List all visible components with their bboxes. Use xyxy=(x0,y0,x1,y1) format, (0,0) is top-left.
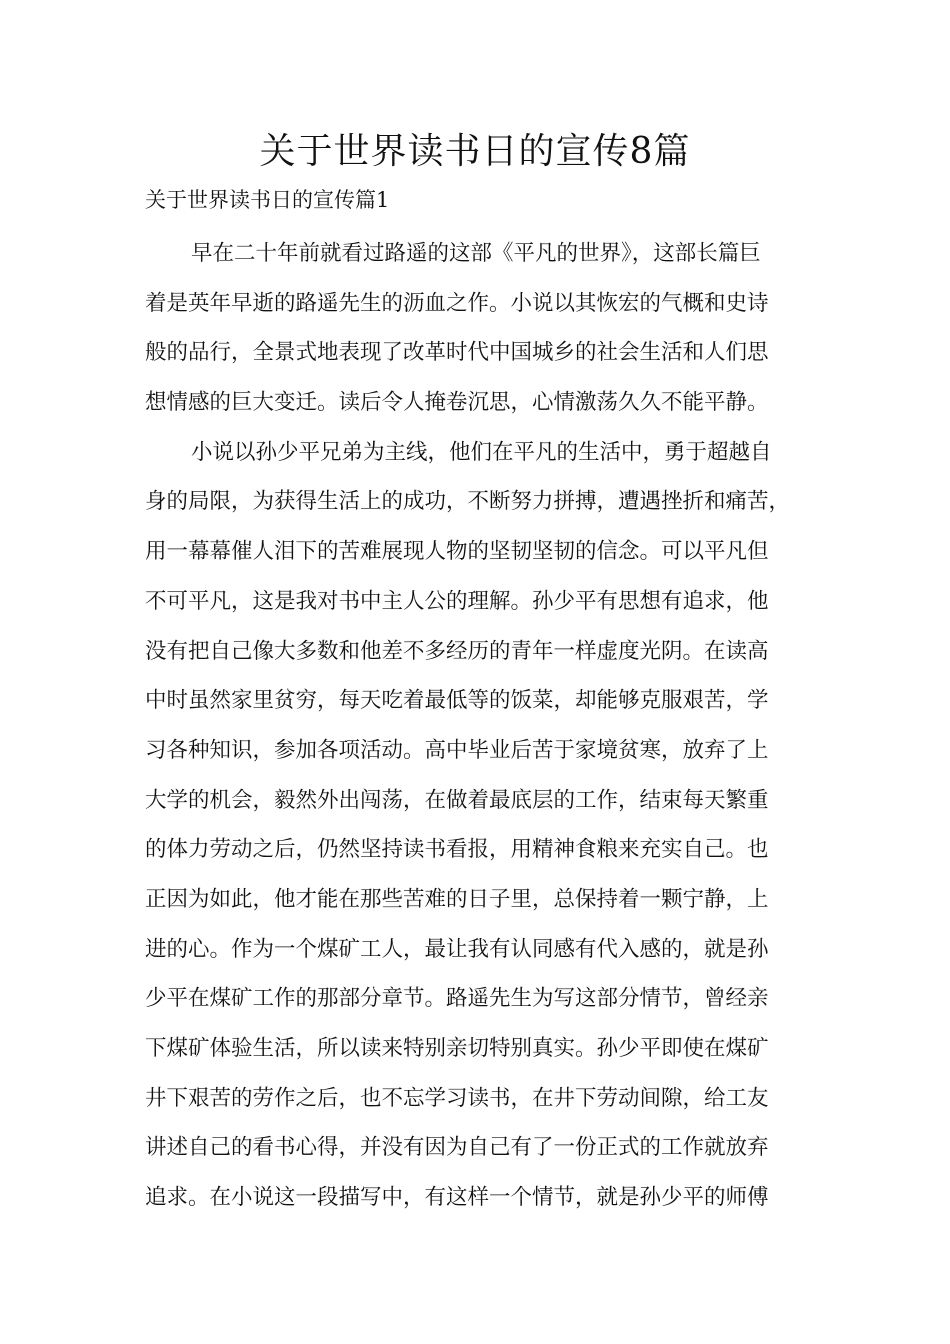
paragraph-line: 用一幕幕催人泪下的苦难展现人物的坚韧坚韧的信念。可以平凡但 xyxy=(145,539,769,565)
paragraph-line: 习各种知识，参加各项活动。高中毕业后苦于家境贫寒，放弃了上 xyxy=(145,737,769,763)
paragraph-line: 正因为如此，他才能在那些苦难的日子里，总保持着一颗宁静，上 xyxy=(145,886,769,912)
document-title: 关于世界读书日的宣传8篇 xyxy=(259,131,691,172)
paragraph-line: 没有把自己像大多数和他差不多经历的青年一样虚度光阴。在读高 xyxy=(145,638,769,664)
paragraph-line: 想情感的巨大变迁。读后令人掩卷沉思，心情激荡久久不能平静。 xyxy=(145,390,769,416)
paragraph-line: 中时虽然家里贫穷，每天吃着最低等的饭菜，却能够克服艰苦，学 xyxy=(145,688,769,714)
paragraph-line: 追求。在小说这一段描写中，有这样一个情节，就是孙少平的师傅 xyxy=(145,1185,769,1211)
paragraph-line: 般的品行，全景式地表现了改革时代中国城乡的社会生活和人们思 xyxy=(145,340,769,366)
paragraph-line: 少平在煤矿工作的那部分章节。路遥先生为写这部分情节，曾经亲 xyxy=(145,986,769,1012)
paragraph-line: 的体力劳动之后，仍然坚持读书看报，用精神食粮来充实自己。也 xyxy=(145,837,769,863)
body-text xyxy=(145,229,815,1223)
section-heading: 关于世界读书日的宣传篇1 xyxy=(145,188,390,212)
paragraph-line: 着是英年早逝的路遥先生的沥血之作。小说以其恢宏的气概和史诗 xyxy=(145,290,769,316)
paragraph-line: 不可平凡，这是我对书中主人公的理解。孙少平有思想有追求，他 xyxy=(145,588,769,614)
paragraph-line: 进的心。作为一个煤矿工人，最让我有认同感有代入感的，就是孙 xyxy=(145,936,769,962)
paragraph-line: 早在二十年前就看过路遥的这部《平凡的世界》，这部长篇巨 xyxy=(191,241,761,266)
paragraph-line: 井下艰苦的劳作之后，也不忘学习读书，在井下劳动间隙，给工友 xyxy=(145,1085,769,1111)
paragraph-line: 讲述自己的看书心得，并没有因为自己有了一份正式的工作就放弃 xyxy=(145,1135,769,1161)
paragraph-line: 下煤矿体验生活，所以读来特别亲切特别真实。孙少平即使在煤矿 xyxy=(145,1036,769,1061)
paragraph-line: 身的局限，为获得生活上的成功，不断努力拼搏，遭遇挫折和痛苦， xyxy=(145,489,791,515)
paragraph-line: 大学的机会，毅然外出闯荡，在做着最底层的工作，结束每天繁重 xyxy=(145,787,769,813)
paragraph-line: 小说以孙少平兄弟为主线，他们在平凡的生活中，勇于超越自 xyxy=(191,439,772,465)
